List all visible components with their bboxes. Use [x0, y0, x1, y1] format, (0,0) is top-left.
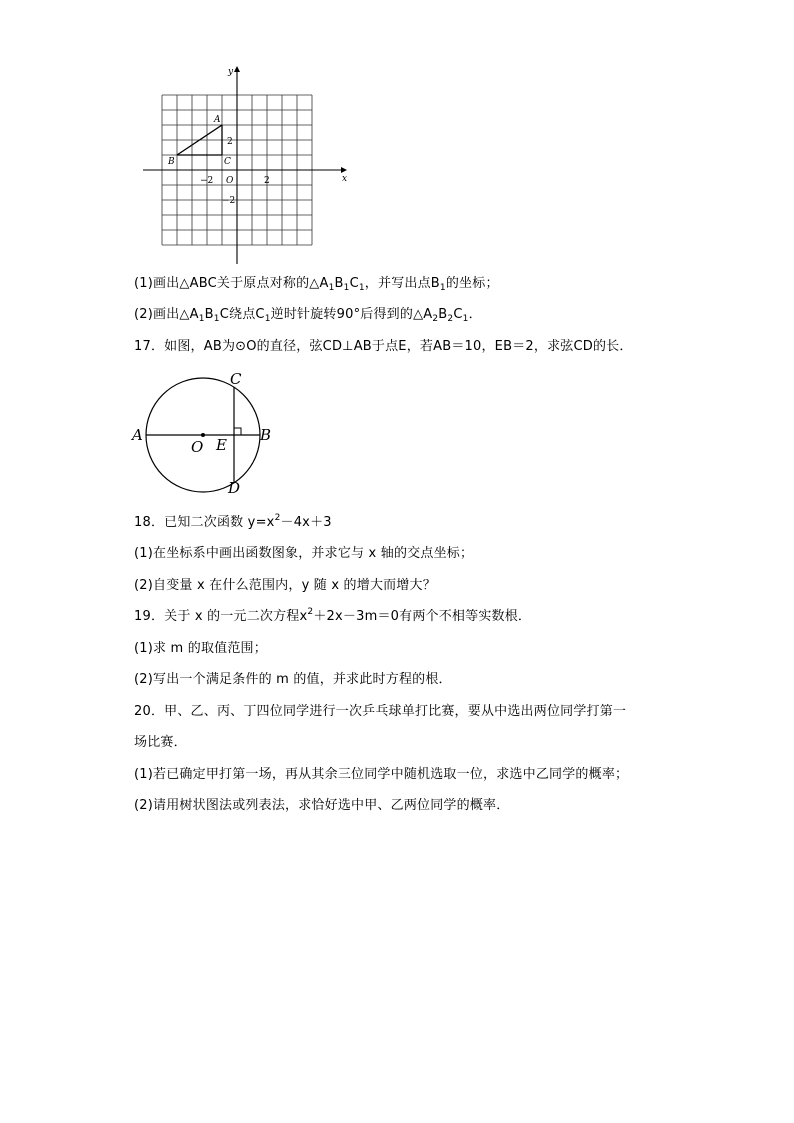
q20-stem-line2: 场比赛．: [134, 735, 187, 750]
q16-part2: (2)画出$\triangle A_1B_1C$绕点$C_1$逆时针旋转90°后得到的$\triangle A_2B_2C_1$．: [134, 307, 482, 324]
y-axis-label: y: [228, 67, 234, 77]
point-a-label: A: [214, 115, 221, 125]
circle-figure: [0, 360, 794, 500]
q19-part1: (1)求 m 的取值范围；: [134, 641, 267, 656]
circle-label-e: E: [216, 436, 227, 454]
point-b-label: B: [168, 157, 175, 167]
tick-x-neg-label: −2: [200, 176, 214, 186]
x-axis-arrow: [341, 167, 347, 173]
coordinate-grid-figure: [0, 0, 794, 293]
tick-y-neg-label: −2: [222, 196, 236, 206]
tick-x-pos-label: 2: [264, 176, 270, 186]
y-axis-arrow: [234, 66, 240, 72]
right-angle-mark: [234, 428, 241, 435]
tick-y-pos-label: 2: [227, 137, 233, 147]
q20-stem-line1: 20．甲、乙、丙、丁四位同学进行一次乒乓球单打比赛，要从中选出两位同学打第一: [134, 704, 627, 719]
q18-stem: 18．已知二次函数 $y=x^2-4x+3$: [134, 513, 332, 530]
q19-part2: (2)写出一个满足条件的 m 的值，并求此时方程的根．: [134, 672, 452, 687]
circle-label-a: A: [132, 426, 143, 444]
q18-part1: (1)在坐标系中画出函数图象，并求它与 x 轴的交点坐标；: [134, 546, 474, 561]
q18-part2: (2)自变量 x 在什么范围内，y 随 x 的增大而增大？: [134, 578, 436, 593]
point-c-label: C: [224, 157, 231, 167]
circle-label-c: C: [230, 370, 242, 388]
center-dot: [201, 433, 205, 437]
q17-stem: 17．如图，AB为⊙O的直径，弦CD⊥AB于点E，若AB＝10，EB＝2，求弦CD的长．: [134, 339, 633, 354]
q20-part2: (2)请用树状图法或列表法，求恰好选中甲、乙两位同学的概率．: [134, 798, 510, 813]
q19-stem: 19．关于 x 的一元二次方程$x^2+2x-3m=0$有两个不相等实数根．: [134, 607, 532, 624]
circle-label-b: B: [260, 426, 272, 444]
q20-part1: (1)若已确定甲打第一场，再从其余三位同学中随机选取一位，求选中乙同学的概率；: [134, 767, 629, 782]
origin-label: O: [226, 176, 234, 186]
x-axis-label: x: [342, 174, 348, 184]
circle-label-o: O: [191, 438, 204, 456]
q16-part1: (1)画出△ABC关于原点对称的$\triangle A_1B_1C_1$，并写出点$B_1$的坐标；: [134, 276, 499, 293]
circle-label-d: D: [228, 479, 241, 497]
